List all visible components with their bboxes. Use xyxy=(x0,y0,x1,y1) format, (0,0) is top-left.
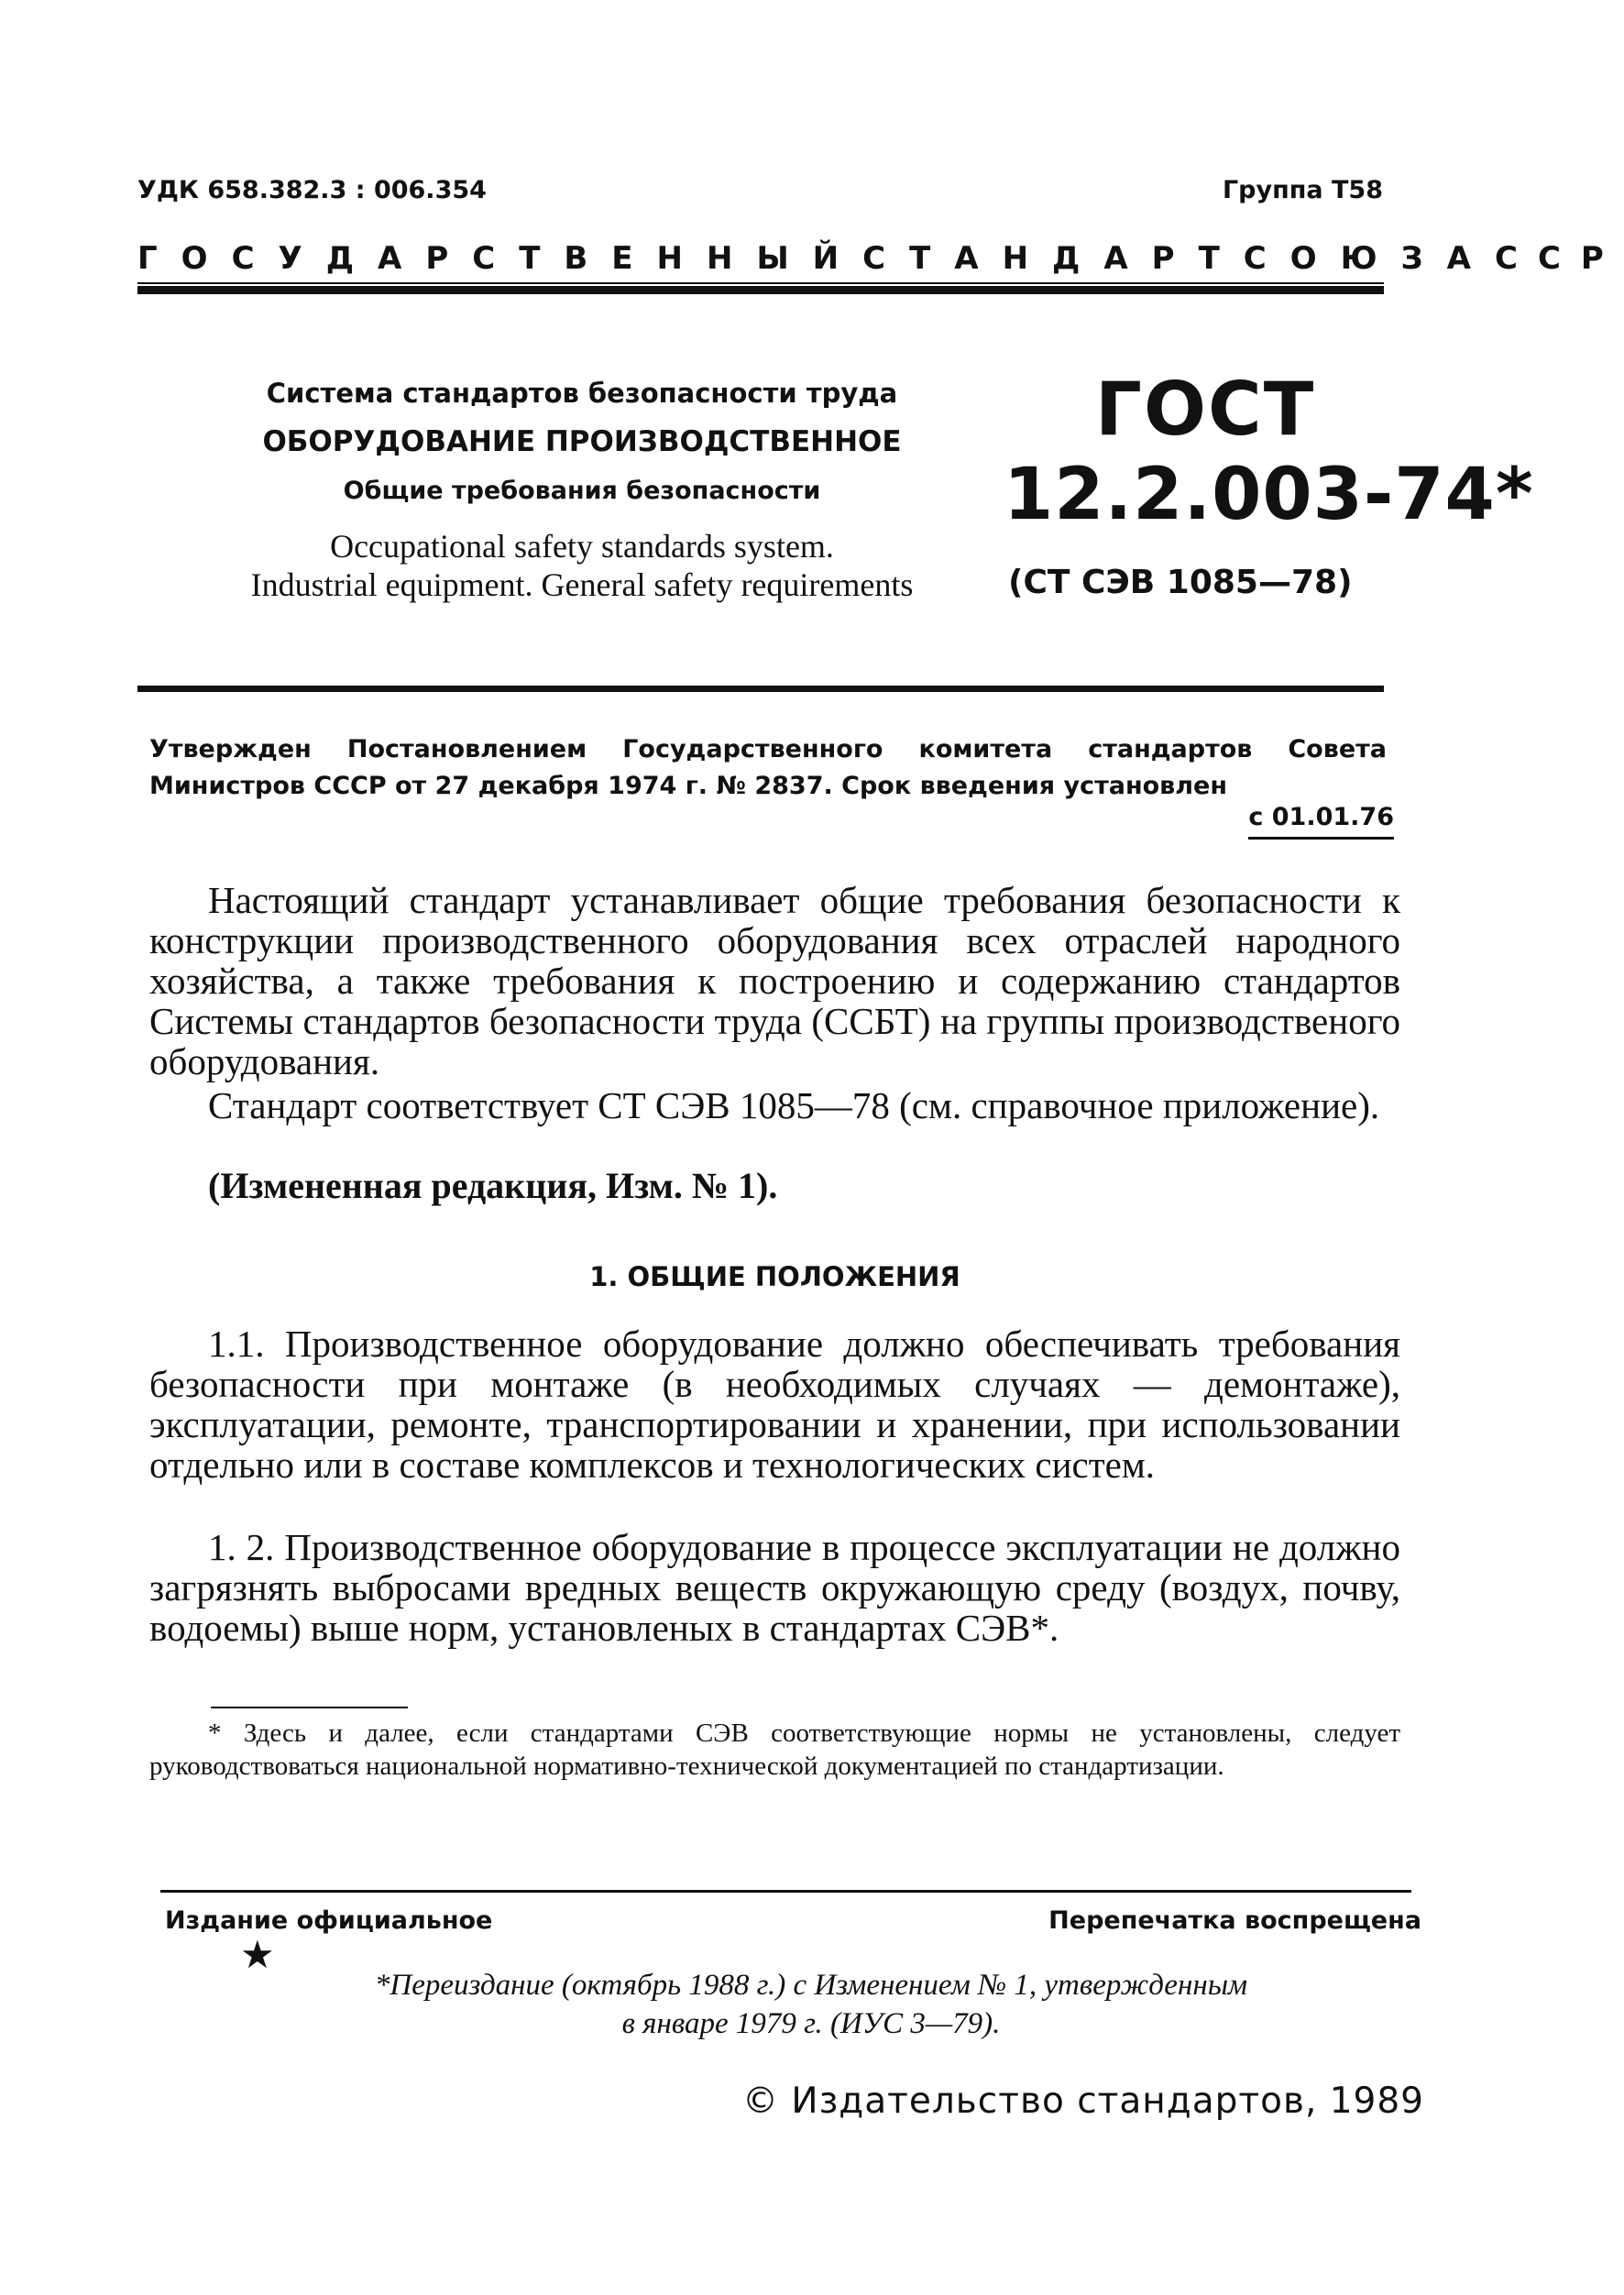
section-title: 1. ОБЩИЕ ПОЛОЖЕНИЯ xyxy=(589,1261,960,1292)
system-title: Система стандартов безопасности труда xyxy=(266,378,898,409)
paragraph-1-1: 1.1. Производственное оборудование должно обеспечивать требования безопасности при монтаже (в необходимых случаях — демонтаже), эксплуатации, ремонте, транспортировании и хранении, при использовании отдельно или в составе комплексов и технологических систем. xyxy=(149,1323,1400,1486)
paragraph-cmea: Стандарт соответствует СТ СЭВ 1085—78 (см. справочное приложение). xyxy=(208,1084,1380,1126)
approval-date: с 01.01.76 xyxy=(1248,803,1394,840)
top-thin-rule xyxy=(137,282,1384,284)
footnote-rule xyxy=(211,1707,408,1708)
paragraph-intro: Настоящий стандарт устанавливает общие требования безопасности к конструкции производственного оборудования всех отраслей народного хозяйства, а также требования к построению и содержанию стандартов Системы стандартов безопасности труда (ССБТ) на группы производственого оборудования. xyxy=(149,879,1400,1082)
udk-code: УДК 658.382.3 : 006.354 xyxy=(137,176,487,204)
state-standard-banner xyxy=(137,240,1624,277)
reprint-prohibited: Перепечатка воспрещена xyxy=(1048,1906,1421,1935)
english-title-line-1: Occupational safety standards system. xyxy=(330,528,834,565)
publisher-copyright: © Издательство стандартов, 1989 xyxy=(742,2081,1424,2122)
reissue-line-1: *Переиздание (октябрь 1988 г.) с Изменением № 1, утвержденным xyxy=(374,1969,1248,2002)
title-bottom-rule xyxy=(137,686,1384,692)
equipment-title: ОБОРУДОВАНИЕ ПРОИЗВОДСТВЕННОЕ xyxy=(262,425,902,458)
paragraph-1-2: 1. 2. Производственное оборудование в процессе эксплуатации не должно загрязнять выбросами вредных веществ окружающую среду (воздух, почву, водоемы) выше норм, установленых в стандартах СЭВ*. xyxy=(149,1526,1400,1649)
footer-rule xyxy=(160,1890,1411,1893)
group-code: Группа Т58 xyxy=(1222,176,1383,204)
banner-word-standard: СТАНДАРТ xyxy=(862,240,1244,277)
general-title: Общие требования безопасности xyxy=(343,477,821,505)
top-thick-rule xyxy=(137,286,1384,294)
reissue-note xyxy=(312,1966,1311,2043)
gost-number: 12.2.003-74* xyxy=(1004,454,1534,536)
banner-word-ssr: ССР xyxy=(1495,240,1624,277)
reissue-line-2: в январе 1979 г. (ИУС 3—79). xyxy=(621,2007,1001,2040)
paragraph-amendment: (Измененная редакция, Изм. № 1). xyxy=(208,1165,778,1206)
star-icon: ★ xyxy=(240,1932,275,1977)
footnote: * Здесь и далее, если стандартами СЭВ соответствующие нормы не установлены, следует руководствоваться национальной нормативно-технической документацией по стандартизации. xyxy=(149,1719,1400,1781)
banner-word-state: ГОСУДАРСТВЕННЫЙ xyxy=(137,240,863,277)
official-edition: Издание официальное xyxy=(165,1906,493,1935)
title-block xyxy=(183,378,981,604)
gost-label: ГОСТ xyxy=(1095,367,1316,452)
english-title-line-2: Industrial equipment. General safety requirements xyxy=(250,566,914,603)
approval-text: Утвержден Постановлением Государственного комитета стандартов Совета Министров СССР от 27 декабря 1974 г. № 2837. Срок введения установлен xyxy=(149,735,1387,800)
cmea-reference: (СТ СЭВ 1085—78) xyxy=(1008,564,1353,601)
banner-word-union: СОЮЗА xyxy=(1243,240,1495,277)
